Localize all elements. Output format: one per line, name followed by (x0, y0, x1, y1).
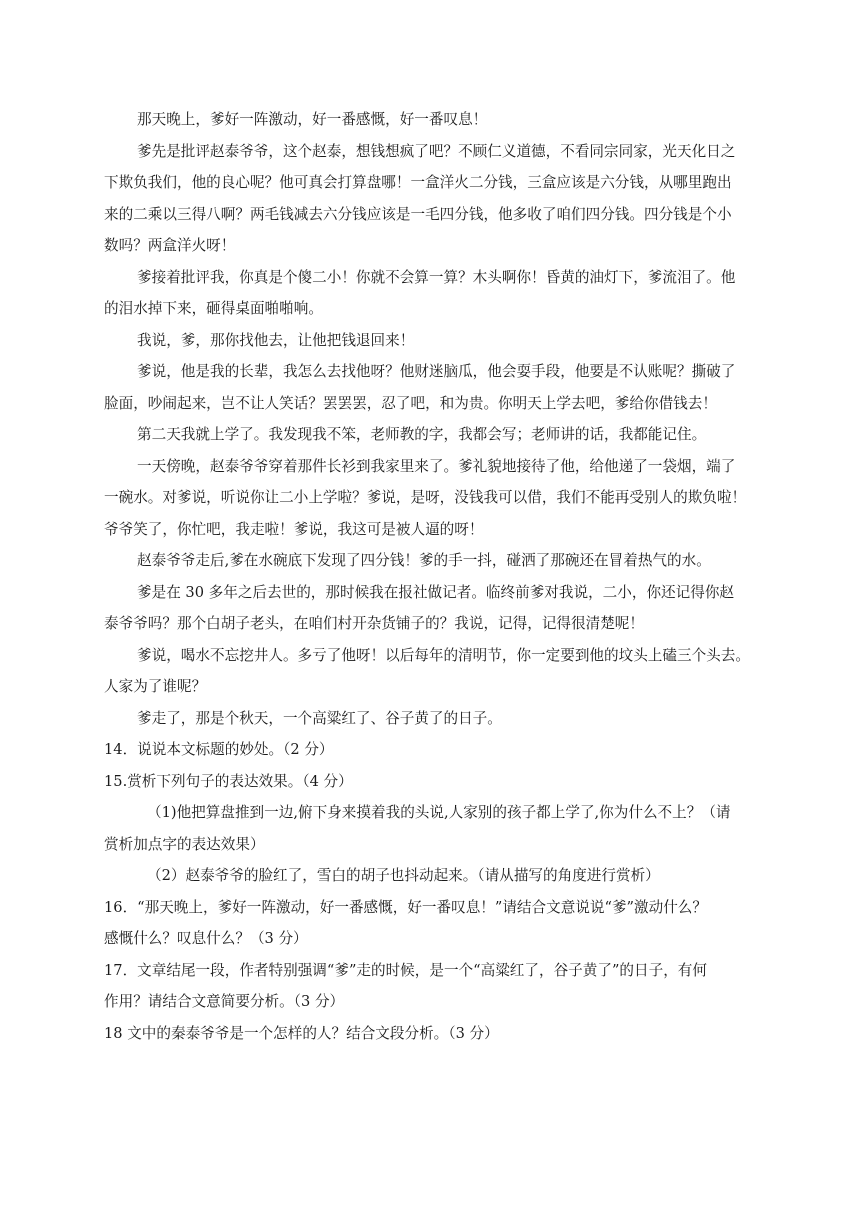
emphasis-char: 下 (313, 797, 328, 829)
paragraph-line: 下欺负我们，他的良心呢？他可真会打算盘哪！一盒洋火二分钱，三盒应该是六分钱，从哪里跑出 (104, 174, 732, 191)
story-paragraph (104, 325, 760, 357)
question-15-1-text-a: （1)他把算盘推到一边, (147, 804, 298, 821)
paragraph-line: 爷爷笑了，你忙吧，我走啦！爹说，我这可是被人逼的呀！ (104, 520, 484, 538)
question-15-1-text-b: 身来 (327, 804, 357, 821)
paragraph-line: 泰爷爷吗？那个白胡子老头，在咱们村开杂货铺子的？我说，记得，记得很清楚呢！ (104, 615, 644, 632)
paragraph-line: 人家为了谁呢？ (104, 678, 207, 695)
paragraph-line: 数吗？两盒洋火呀！ (104, 237, 236, 254)
story-paragraph (104, 703, 760, 735)
question-14: 14．说说本文标题的妙处。（2 分） (104, 741, 334, 758)
paragraph-line: 赵泰爷爷走后,爹在水碗底下发现了四分钱！爹的手一抖，碰洒了那碗还在冒着热气的水。 (137, 552, 711, 569)
question-16-continued: 感慨什么？叹息什么？（3 分） (104, 930, 308, 947)
emphasis-char: 摸 (356, 797, 371, 829)
story-paragraph (104, 104, 760, 136)
emphasis-char: 俯 (298, 797, 313, 829)
story-paragraph (104, 545, 760, 577)
question-17-continued: 作用？请结合文意简要分析。（3 分） (104, 993, 345, 1010)
paragraph-line: 爹是在 30 多年之后去世的，那时候我在报社做记者。临终前爹对我说，二小，你还记得你赵 (137, 583, 735, 601)
paragraph-line: 那天晚上，爹好一阵激动，好一番感慨，好一番叹息！ (137, 111, 488, 128)
paragraph-line: 一碗水。对爹说，听说你让二小上学啦？爹说，是呀，没钱我可以借，我们不能再受别人的欺负啦！ (104, 489, 747, 506)
paragraph-line: 爹接着批评我，你真是个傻二小！你就不会算一算？木头啊你！昏黄的油灯下，爹流泪了。他 (137, 268, 736, 286)
question-15-1-continued: 赏析加点字的表达效果） (104, 835, 265, 853)
story-paragraph (104, 577, 760, 640)
paragraph-line: 爹先是批评赵泰爷爷，这个赵泰，想钱想疯了吧？不顾仁义道德，不看同宗同家，光天化日之 (137, 142, 736, 160)
question-15: 15.赏析下列句子的表达效果。（4 分） (104, 772, 353, 790)
paragraph-line: 来的二乘以三得八啊？两毛钱减去六分钱应该是一毛四分钱，他多收了咱们四分钱。四分钱是个小 (104, 205, 732, 223)
story-paragraph (104, 451, 760, 546)
paragraph-line: 爹说，喝水不忘挖井人。多亏了他呀！以后每年的清明节，你一定要到他的坟头上磕三个头去。 (137, 646, 750, 664)
question-17: 17．文章结尾一段，作者特别强调“爹”走的时候，是一个“高粱红了，谷子黄了”的日子，有何 (104, 961, 707, 979)
question-16: 16．“那天晚上，爹好一阵激动，好一番感慨，好一番叹息！”请结合文意说说“爹”激动什么？ (104, 898, 707, 916)
paragraph-line: 脸面，吵闹起来，岂不让人笑话？罢罢罢，忍了吧，和为贵。你明天上学去吧，爹给你借钱去！ (104, 394, 717, 412)
document-page (104, 104, 760, 1049)
story-paragraph (104, 356, 760, 419)
story-paragraph (104, 136, 760, 262)
paragraph-line: 爹走了，那是个秋天，一个高粱红了、谷子黄了的日子。 (137, 709, 502, 727)
question-15-1 (104, 797, 760, 829)
question-15-1-text-c: 着我的头说,人家别的孩子都上学了,你为什么不上？（请 (371, 804, 731, 821)
story-paragraph (104, 419, 760, 451)
paragraph-line: 第二天我就上学了。我发现我不笨，老师教的字，我都会写；老师讲的话，我都能记住。 (137, 426, 707, 443)
story-paragraph (104, 640, 760, 703)
story-text (104, 104, 760, 734)
question-18: 18 文中的秦泰爷爷是一个怎样的人？结合文段分析。（3 分） (104, 1024, 499, 1042)
question-15-2: （2）赵泰爷爷的脸红了，雪白的胡子也抖动起来。（请从描写的角度进行赏析） (147, 867, 660, 884)
paragraph-line: 爹说，他是我的长辈，我怎么去找他呀？他财迷脑瓜，他会耍手段，他要是不认账呢？撕破了 (137, 363, 736, 380)
paragraph-line: 我说，爹，那你找他去，让他把钱退回来！ (137, 331, 415, 349)
paragraph-line: 一天傍晚，赵泰爷爷穿着那件长衫到我家里来了。爹礼貌地接待了他，给他递了一袋烟，端了 (137, 457, 736, 475)
paragraph-line: 的泪水掉下来，砸得桌面啪啪响。 (104, 300, 323, 317)
story-paragraph (104, 262, 760, 325)
